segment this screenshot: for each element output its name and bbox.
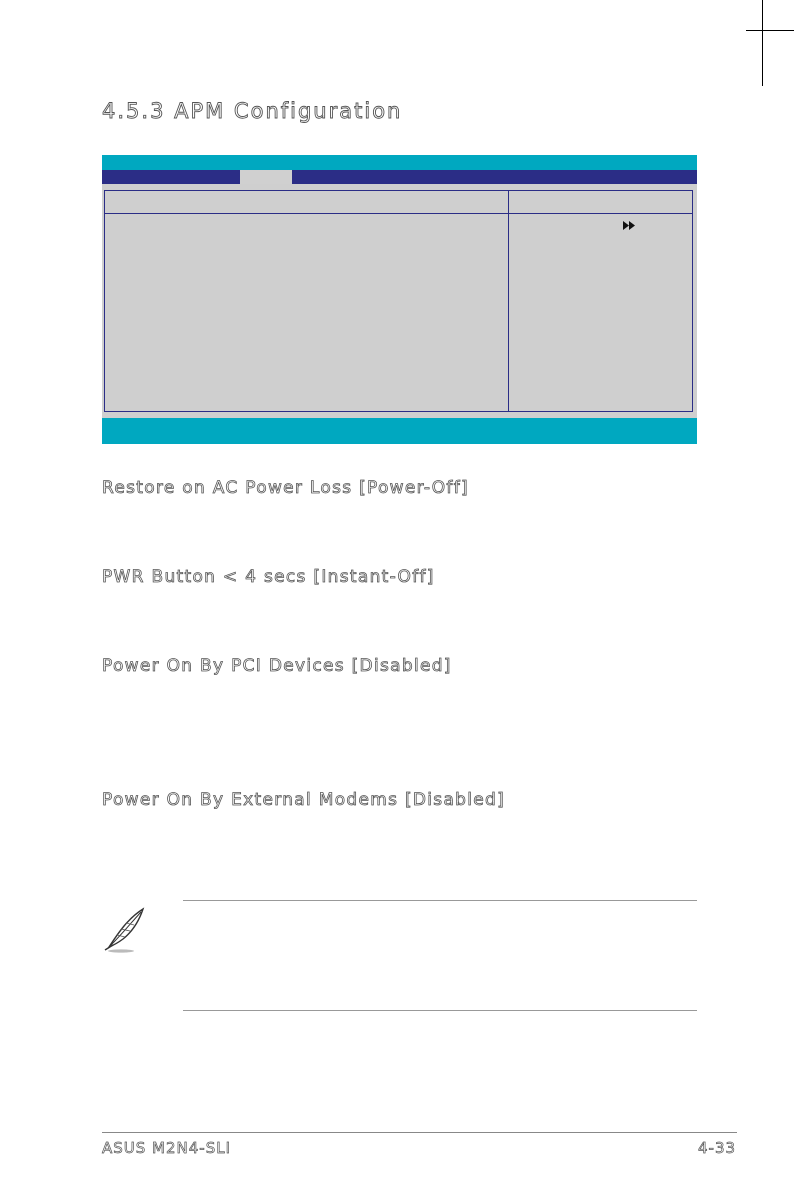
footer-page-number: 4-33 <box>698 1139 737 1157</box>
footer-rule <box>102 1132 737 1133</box>
select-arrow-icon <box>623 221 635 233</box>
bios-menu-tab-selected <box>240 170 292 184</box>
bios-menu-bar <box>102 170 697 184</box>
crop-mark-vertical <box>762 0 763 86</box>
item-heading-restore-ac: Restore on AC Power Loss [Power-Off] <box>102 478 469 498</box>
item-heading-pci-devices: Power On By PCI Devices [Disabled] <box>102 656 452 676</box>
crop-mark-horizontal <box>746 30 794 31</box>
item-heading-pwr-button: PWR Button < 4 secs [Instant-Off] <box>102 567 435 587</box>
note-top-rule <box>183 900 697 901</box>
item-heading-external-modems: Power On By External Modems [Disabled] <box>102 790 506 810</box>
bios-screenshot <box>102 155 697 444</box>
bios-title-bar <box>102 155 697 170</box>
section-title: 4.5.3 APM Configuration <box>102 99 403 123</box>
bios-status-bar <box>102 418 697 444</box>
bios-body <box>102 184 697 418</box>
bios-panel-divider <box>508 191 509 411</box>
bios-frame <box>104 190 693 412</box>
feather-pen-icon <box>103 905 149 953</box>
footer-product-name: ASUS M2N4-SLI <box>102 1139 232 1157</box>
note-bottom-rule <box>183 1010 697 1011</box>
bios-header-divider <box>105 213 692 214</box>
